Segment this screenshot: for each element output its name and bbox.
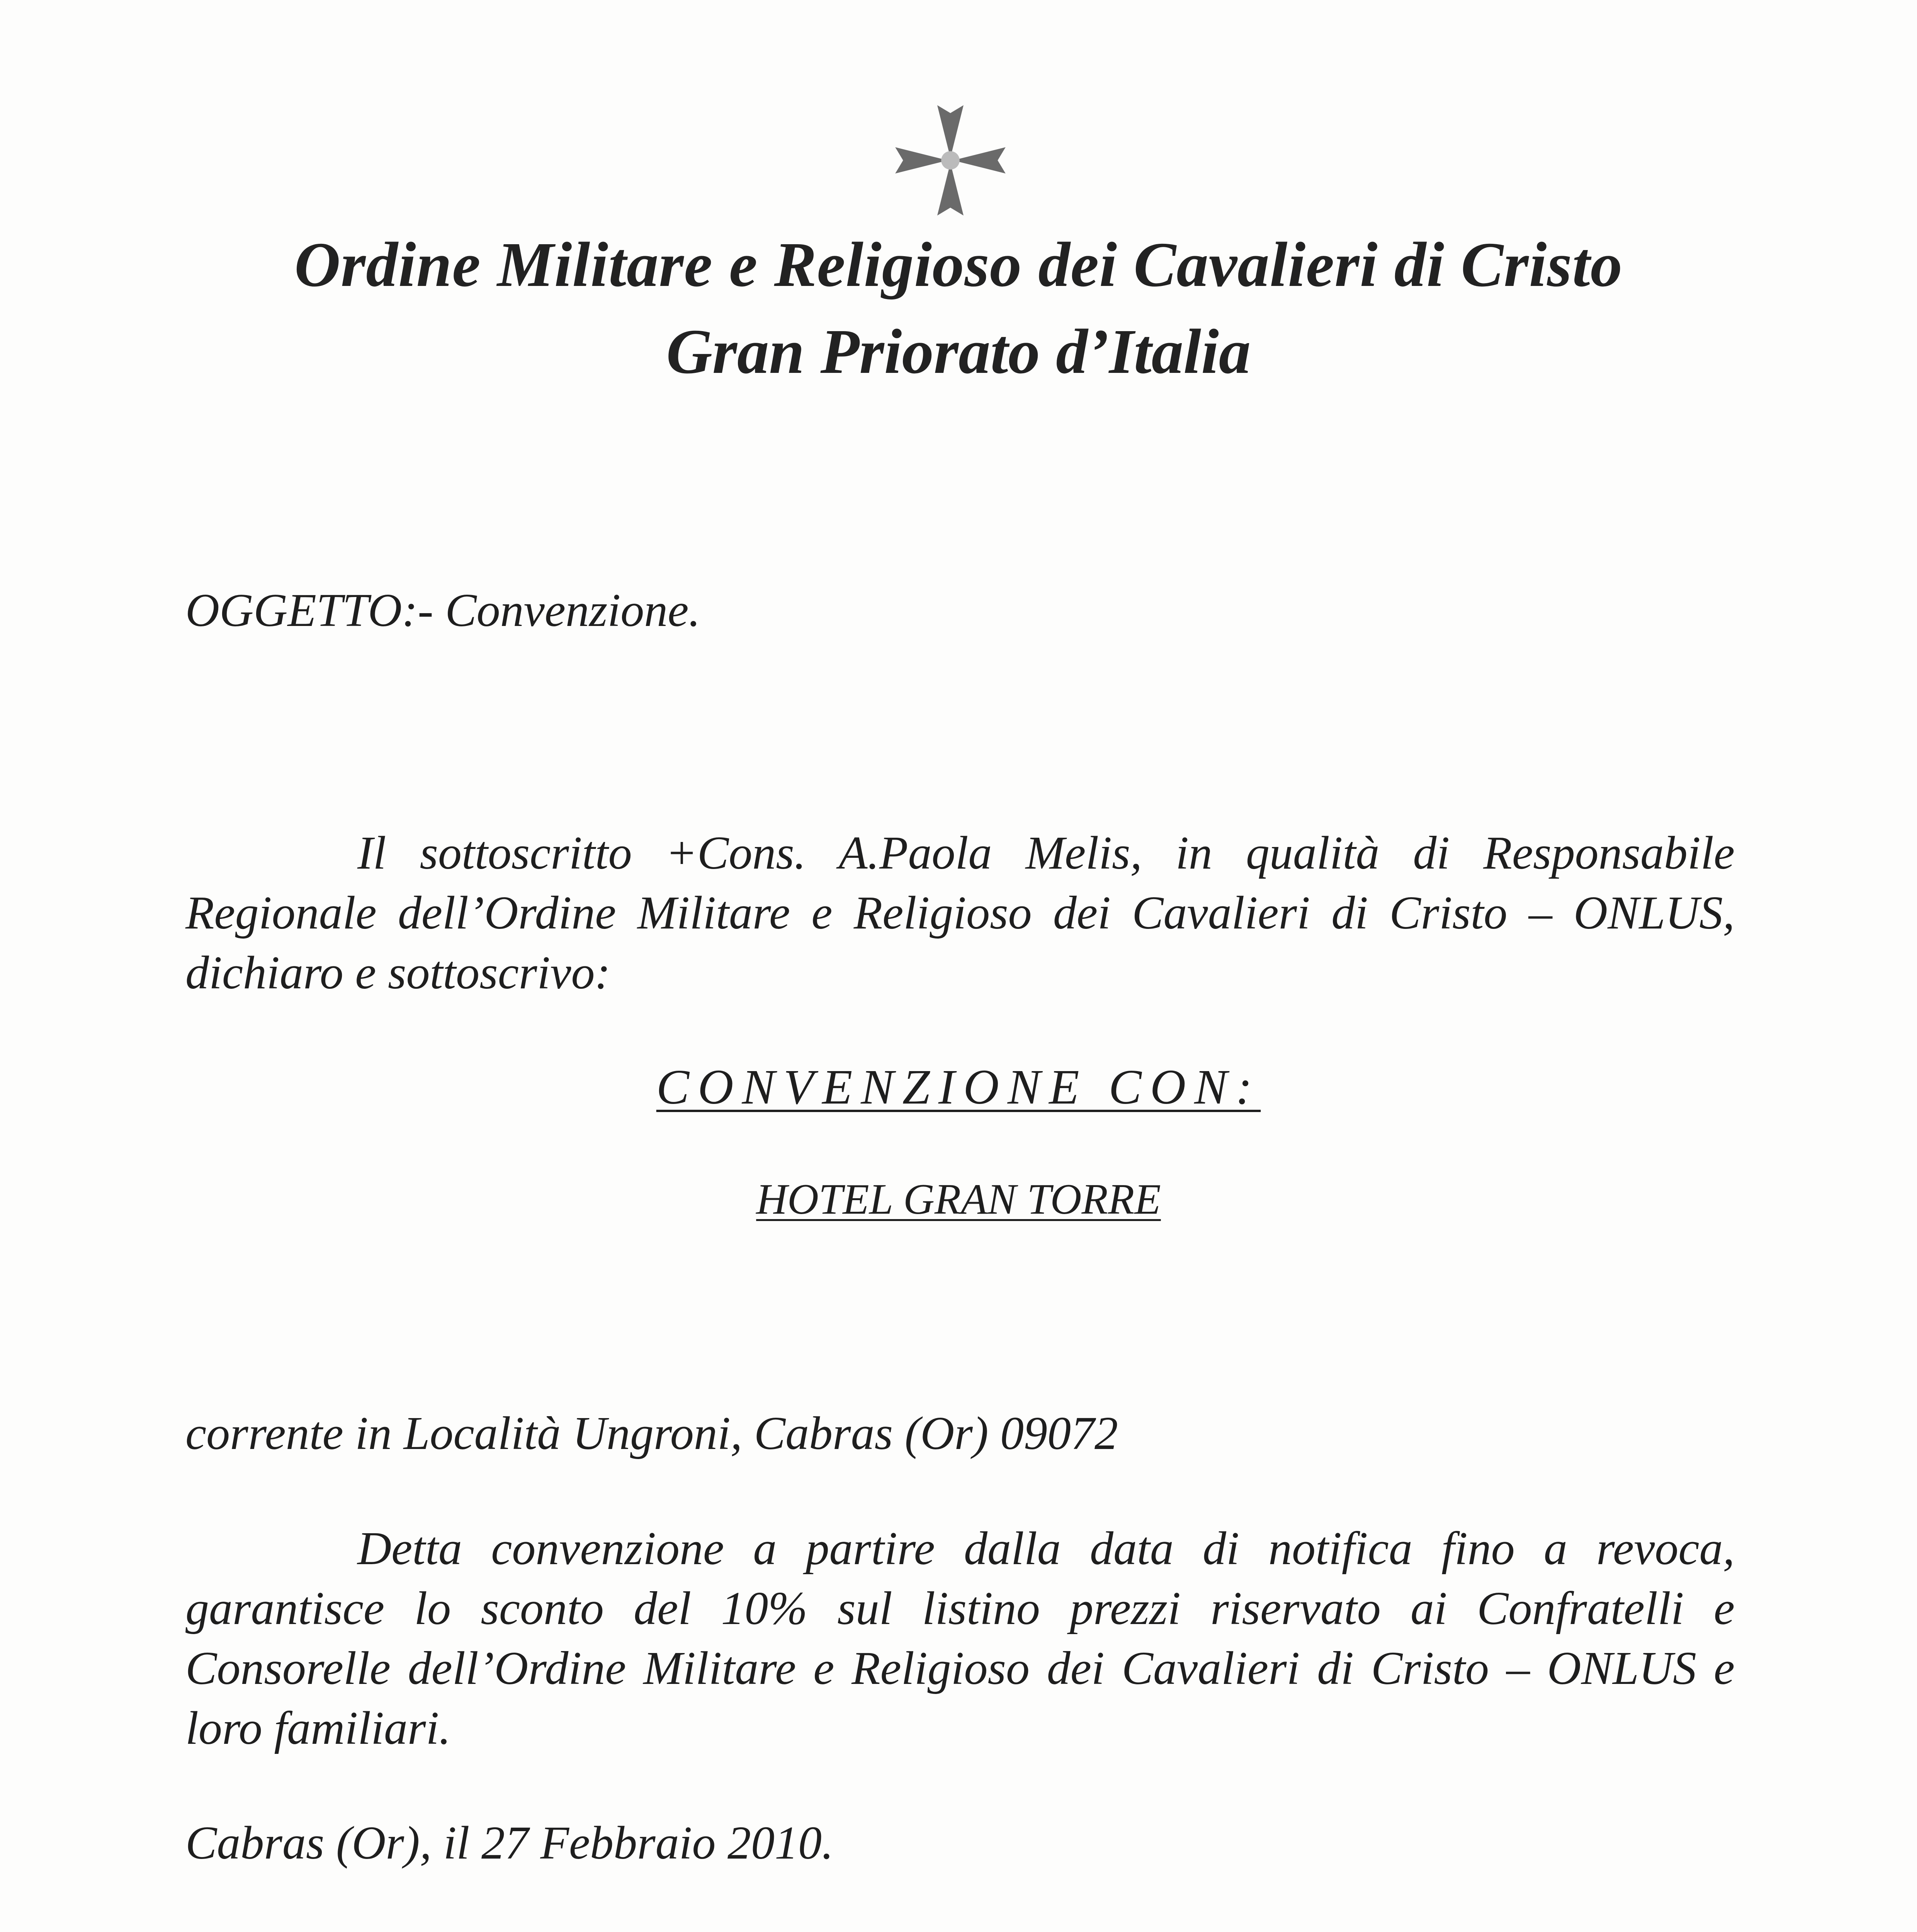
intro-paragraph: Il sottoscritto +Cons. A.Paola Melis, in qualità di Responsabile Regionale dell’Ordine Militare e Religioso dei Cavalieri di Cristo – ONLUS, dichiaro e sottoscrivo: [185,827,1735,999]
place-date: Cabras (Or), il 27 Febbraio 2010. [185,1817,834,1869]
terms-paragraph: Detta convenzione a partire dalla data di notifica fino a revoca, garantisce lo sconto del 10% sul listino prezzi riservato ai Confratelli e Consorelle dell’Ordine Militare e Religioso dei Cavalieri di Cristo – ONLUS e loro familiari. [185,1522,1735,1754]
organization-subtitle: Gran Priorato d’Italia [666,316,1251,387]
partner-name: HOTEL GRAN TORRE [756,1175,1161,1223]
cross-emblem-icon [885,95,1016,226]
agreement-heading: CONVENZIONE CON: [656,1060,1261,1114]
subject-line: OGGETTO:- Convenzione. [185,584,700,636]
organization-title: Ordine Militare e Religioso dei Cavalieri di Cristo [294,229,1623,300]
location-line: corrente in Località Ungroni, Cabras (Or) 09072 [185,1407,1118,1459]
